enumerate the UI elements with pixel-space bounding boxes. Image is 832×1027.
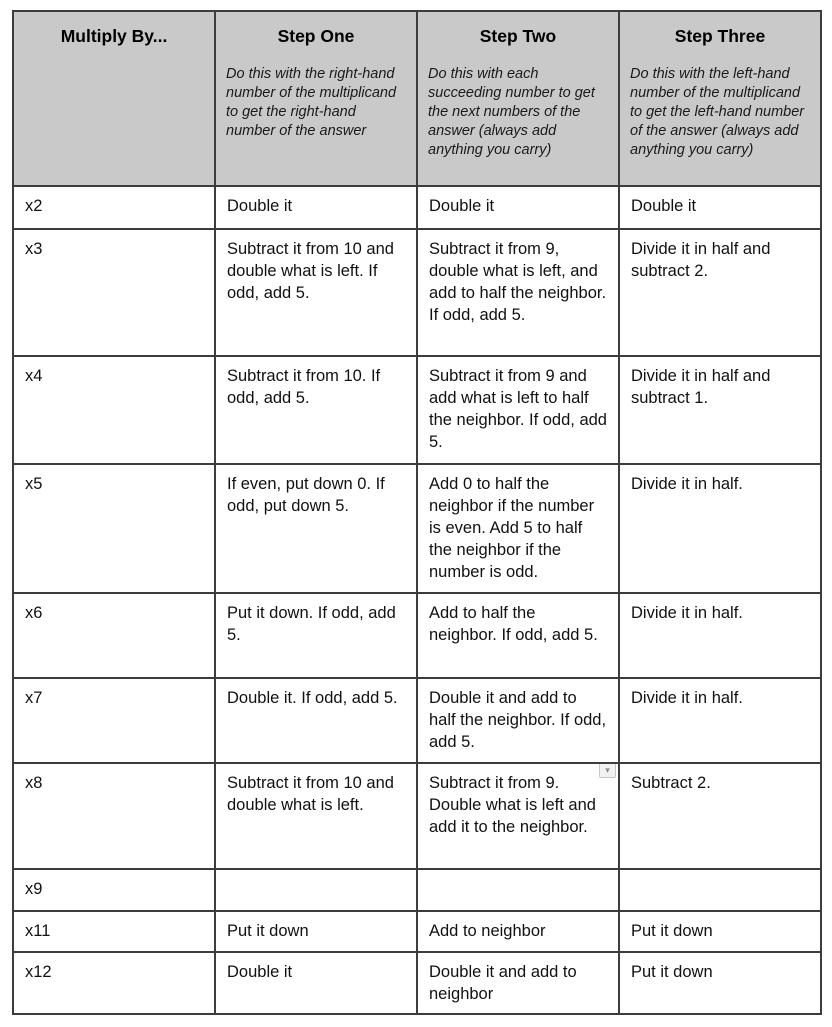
step-three-cell: Divide it in half. (619, 678, 821, 763)
step-two-cell (417, 763, 619, 869)
step-one-cell: Subtract it from 10 and double what is left. (215, 763, 417, 869)
table-row-x7 (13, 678, 821, 763)
multiplier-cell: x2 (13, 186, 215, 229)
step-two-cell: Subtract it from 9 and add what is left to half the neighbor. If odd, add 5. (417, 356, 619, 464)
column-subtitle: Do this with each succeeding number to get the next numbers of the answer (always add anything you carry) (428, 66, 595, 158)
step-one-cell: Subtract it from 10. If odd, add 5. (215, 356, 417, 464)
column-title: Step Two (479, 26, 557, 46)
step-one-cell: Double it (215, 952, 417, 1014)
table-row-x11 (13, 911, 821, 952)
step-one-cell (215, 869, 417, 911)
header-row (13, 11, 821, 186)
step-three-cell (619, 869, 821, 911)
table-row-x9 (13, 869, 821, 911)
multiplier-cell: x9 (13, 869, 215, 911)
multiplier-cell: x6 (13, 593, 215, 678)
multiplier-cell: x8 (13, 763, 215, 869)
step-two-cell (417, 869, 619, 911)
step-two-cell: Double it and add to neighbor (417, 952, 619, 1014)
table-row-x5 (13, 464, 821, 593)
column-subtitle: Do this with the left-hand number of the multiplicand to get the left-hand number of the answer (always add anything you carry) (630, 66, 805, 158)
step-three-cell: Put it down (619, 952, 821, 1014)
chevron-down-icon: ▾ (605, 764, 610, 775)
table-row-x6 (13, 593, 821, 678)
column-header-step-one (215, 11, 417, 186)
step-three-cell: Subtract 2. (619, 763, 821, 869)
column-header-multiply-by (13, 11, 215, 186)
step-two-cell: Double it and add to half the neighbor. If odd, add 5. (417, 678, 619, 763)
multiplier-cell: x12 (13, 952, 215, 1014)
step-one-cell: Subtract it from 10 and double what is left. If odd, add 5. (215, 229, 417, 356)
step-one-cell: Put it down. If odd, add 5. (215, 593, 417, 678)
column-header-step-three (619, 11, 821, 186)
step-one-cell: Double it. If odd, add 5. (215, 678, 417, 763)
multiplier-cell: x5 (13, 464, 215, 593)
step-two-cell: Double it (417, 186, 619, 229)
step-two-cell: Add to half the neighbor. If odd, add 5. (417, 593, 619, 678)
step-one-cell: Put it down (215, 911, 417, 952)
column-title: Step Three (674, 26, 766, 46)
multiplier-cell: x7 (13, 678, 215, 763)
step-three-cell: Divide it in half. (619, 464, 821, 593)
multiplier-cell: x11 (13, 911, 215, 952)
table-row-x4 (13, 356, 821, 464)
multiplier-cell: x4 (13, 356, 215, 464)
step-three-cell: Put it down (619, 911, 821, 952)
multiplication-rules-table (12, 10, 822, 1015)
step-three-cell: Divide it in half and subtract 2. (619, 229, 821, 356)
step-one-cell: Double it (215, 186, 417, 229)
table-row-x3 (13, 229, 821, 356)
table-row-x8 (13, 763, 821, 869)
step-one-cell: If even, put down 0. If odd, put down 5. (215, 464, 417, 593)
cell-dropdown-button[interactable] (599, 763, 616, 778)
multiplier-cell: x3 (13, 229, 215, 356)
column-title: Step One (277, 26, 355, 46)
table-row-x2 (13, 186, 821, 229)
step-two-text: Subtract it from 9. Double what is left and add it to the neighbor. (429, 774, 596, 836)
table-row-x12 (13, 952, 821, 1014)
column-title: Multiply By... (60, 26, 168, 46)
step-three-cell: Divide it in half. (619, 593, 821, 678)
step-two-cell: Subtract it from 9, double what is left, and add to half the neighbor. If odd, add 5. (417, 229, 619, 356)
step-three-cell: Double it (619, 186, 821, 229)
step-two-cell: Add to neighbor (417, 911, 619, 952)
column-subtitle: Do this with the right-hand number of the multiplicand to get the right-hand number of the answer (226, 66, 397, 139)
step-two-cell: Add 0 to half the neighbor if the number is even. Add 5 to half the neighbor if the number is odd. (417, 464, 619, 593)
step-three-cell: Divide it in half and subtract 1. (619, 356, 821, 464)
column-header-step-two (417, 11, 619, 186)
